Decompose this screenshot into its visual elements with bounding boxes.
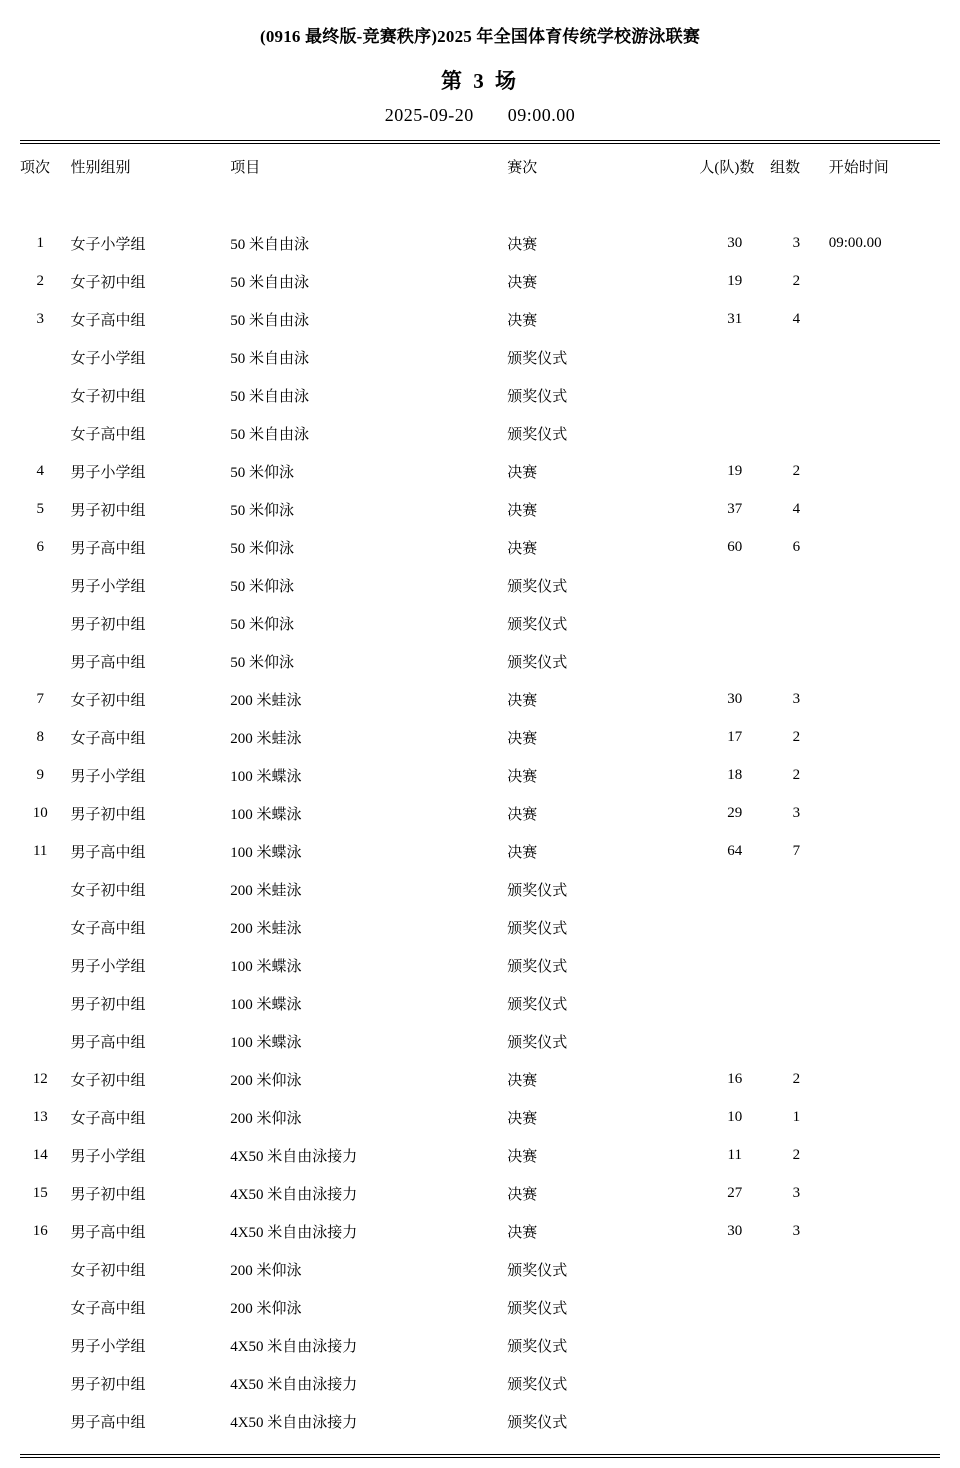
cell-event: 50 米自由泳 [230,388,309,405]
cell-count [699,566,770,604]
cell-count: 30 [727,690,743,707]
cell-start-time [823,376,940,414]
cell-start-time [823,1022,940,1060]
cell-no [20,870,60,908]
cell-heats: 4 [792,310,801,327]
cell-count [699,984,770,1022]
cell-start-time [823,300,940,338]
cell-count [699,1288,770,1326]
cell-count: 19 [727,272,743,289]
table-row [20,870,940,908]
cell-start-time [823,832,940,870]
cell-event: 100 米蝶泳 [230,996,302,1013]
cell-no: 16 [32,1222,48,1239]
cell-event: 100 米蝶泳 [230,806,302,823]
table-row [20,946,940,984]
cell-no: 10 [32,804,48,821]
header-round: 赛次 [507,160,538,176]
cell-event: 100 米蝶泳 [230,768,302,785]
cell-start-time [823,908,940,946]
cell-heats [770,946,823,984]
cell-group: 女子初中组 [70,692,146,709]
cell-heats: 2 [792,728,801,745]
cell-round: 决赛 [507,806,538,823]
cell-event: 50 米自由泳 [230,312,309,329]
cell-count: 11 [727,1146,742,1163]
cell-heats [770,1402,823,1440]
cell-start-time [823,1402,940,1440]
cell-group: 女子高中组 [70,1110,146,1127]
cell-round: 颁奖仪式 [507,920,568,937]
cell-event: 4X50 米自由泳接力 [230,1414,358,1431]
table-row [20,1402,940,1440]
document-title: (0916 最终版-竞赛秩序)2025 年全国体育传统学校游泳联赛 [259,27,701,46]
table-row [20,1174,940,1212]
cell-round: 颁奖仪式 [507,1414,568,1431]
cell-count [699,604,770,642]
table-row [20,908,940,946]
cell-event: 200 米仰泳 [230,1110,302,1127]
cell-group: 女子初中组 [70,274,146,291]
header-event: 项目 [230,160,261,176]
cell-round: 决赛 [507,312,538,329]
cell-group: 男子高中组 [70,1034,146,1051]
cell-no [20,1250,60,1288]
cell-group: 男子高中组 [70,1414,146,1431]
cell-round: 决赛 [507,692,538,709]
cell-group: 男子高中组 [70,540,146,557]
cell-count: 64 [727,842,743,859]
cell-start-time [823,1364,940,1402]
cell-heats: 3 [792,690,801,707]
cell-event: 200 米蛙泳 [230,692,302,709]
session-date: 2025-09-20 [384,105,474,125]
cell-start-time [823,1098,940,1136]
cell-start-time [823,338,940,376]
table-row [20,1364,940,1402]
cell-count [699,1364,770,1402]
cell-start-time [823,794,940,832]
cell-heats [770,984,823,1022]
cell-start-time [823,680,940,718]
cell-count: 17 [727,728,743,745]
cell-start-time [823,490,940,528]
cell-no: 7 [36,690,44,707]
cell-event: 50 米仰泳 [230,616,294,633]
cell-heats [770,908,823,946]
cell-count [699,1022,770,1060]
cell-heats [770,604,823,642]
cell-event: 4X50 米自由泳接力 [230,1186,358,1203]
cell-round: 颁奖仪式 [507,1338,568,1355]
cell-group: 男子小学组 [70,464,146,481]
cell-heats: 4 [792,500,801,517]
cell-heats [770,642,823,680]
header-start-time: 开始时间 [828,160,889,176]
cell-round: 颁奖仪式 [507,1376,568,1393]
cell-event: 4X50 米自由泳接力 [230,1224,358,1241]
cell-event: 200 米蛙泳 [230,882,302,899]
cell-start-time [823,1212,940,1250]
cell-start-time [823,718,940,756]
cell-heats: 3 [792,1184,801,1201]
cell-group: 女子高中组 [70,312,146,329]
cell-group: 男子小学组 [70,578,146,595]
cell-heats [770,414,823,452]
cell-round: 颁奖仪式 [507,350,568,367]
cell-round: 颁奖仪式 [507,1034,568,1051]
cell-start-time [823,1174,940,1212]
cell-event: 50 米仰泳 [230,654,294,671]
cell-round: 颁奖仪式 [507,882,568,899]
cell-count: 19 [727,462,743,479]
table-row [20,490,940,528]
cell-no [20,566,60,604]
cell-round: 决赛 [507,768,538,785]
table-row [20,642,940,680]
cell-event: 50 米自由泳 [230,426,309,443]
cell-no: 15 [32,1184,48,1201]
header-no: 项次 [20,160,51,176]
session-time: 09:00.00 [507,105,576,125]
table-row [20,1212,940,1250]
table-row [20,756,940,794]
cell-heats: 3 [792,804,801,821]
table-row [20,1060,940,1098]
cell-no: 14 [32,1146,48,1163]
cell-event: 50 米仰泳 [230,502,294,519]
cell-no: 12 [32,1070,48,1087]
cell-event: 200 米蛙泳 [230,730,302,747]
cell-no: 6 [36,538,44,555]
cell-start-time [823,452,940,490]
session-title: 第 3 场 [441,69,519,93]
cell-group: 男子初中组 [70,1186,146,1203]
cell-round: 决赛 [507,464,538,481]
cell-group: 男子小学组 [70,768,146,785]
schedule-table-head [20,144,940,189]
cell-no: 8 [36,728,44,745]
cell-event: 50 米仰泳 [230,464,294,481]
cell-group: 女子初中组 [70,882,146,899]
cell-count: 37 [727,500,743,517]
cell-count [699,376,770,414]
cell-count [699,1250,770,1288]
cell-no [20,604,60,642]
cell-event: 100 米蝶泳 [230,1034,302,1051]
cell-count: 30 [727,1222,743,1239]
table-row [20,794,940,832]
table-row [20,984,940,1022]
cell-heats: 2 [792,1146,801,1163]
cell-no: 11 [32,842,48,859]
cell-heats: 2 [792,766,801,783]
cell-event: 100 米蝶泳 [230,958,302,975]
cell-group: 女子初中组 [70,1262,146,1279]
cell-no: 13 [32,1108,48,1125]
cell-heats [770,1250,823,1288]
cell-group: 女子初中组 [70,388,146,405]
cell-count: 31 [727,310,743,327]
cell-event: 200 米蛙泳 [230,920,302,937]
cell-round: 颁奖仪式 [507,654,568,671]
cell-start-time [823,1326,940,1364]
cell-no [20,1364,60,1402]
cell-count: 30 [727,234,743,251]
cell-count: 10 [727,1108,743,1125]
cell-start-time [823,756,940,794]
table-row [20,1250,940,1288]
cell-count [699,946,770,984]
cell-count [699,1326,770,1364]
cell-start-time [823,1250,940,1288]
cell-count [699,642,770,680]
cell-event: 50 米仰泳 [230,578,294,595]
cell-round: 决赛 [507,730,538,747]
cell-group: 男子初中组 [70,996,146,1013]
cell-start-time [823,604,940,642]
cell-heats [770,338,823,376]
cell-heats [770,1326,823,1364]
cell-count: 60 [727,538,743,555]
cell-count [699,414,770,452]
cell-group: 男子小学组 [70,1148,146,1165]
cell-no: 2 [36,272,44,289]
cell-event: 100 米蝶泳 [230,844,302,861]
table-row [20,1022,940,1060]
table-row [20,224,940,262]
cell-heats [770,566,823,604]
cell-no [20,414,60,452]
cell-no: 4 [36,462,44,479]
cell-no [20,1402,60,1440]
cell-group: 女子高中组 [70,426,146,443]
cell-start-time [823,528,940,566]
cell-heats: 3 [792,1222,801,1239]
cell-start-time [823,566,940,604]
table-row [20,1326,940,1364]
cell-heats [770,870,823,908]
table-row [20,1288,940,1326]
cell-start-time [823,262,940,300]
cell-heats: 1 [792,1108,801,1125]
cell-no [20,376,60,414]
cell-group: 女子高中组 [70,730,146,747]
cell-no: 5 [36,500,44,517]
cell-round: 决赛 [507,844,538,861]
cell-heats: 7 [792,842,801,859]
cell-event: 50 米自由泳 [230,274,309,291]
cell-round: 决赛 [507,1148,538,1165]
cell-group: 女子小学组 [70,236,146,253]
cell-round: 决赛 [507,502,538,519]
cell-event: 50 米自由泳 [230,350,309,367]
cell-group: 男子高中组 [70,844,146,861]
cell-heats: 3 [792,234,801,251]
cell-start-time [823,1060,940,1098]
table-row [20,376,940,414]
cell-event: 200 米仰泳 [230,1300,302,1317]
cell-round: 决赛 [507,540,538,557]
table-header-row [20,144,940,189]
cell-start-time [823,414,940,452]
cell-round: 决赛 [507,1110,538,1127]
cell-round: 决赛 [507,1072,538,1089]
header-group: 性别组别 [70,160,131,176]
cell-count: 16 [727,1070,743,1087]
cell-heats [770,1022,823,1060]
cell-no: 3 [36,310,44,327]
table-row [20,1098,940,1136]
cell-round: 颁奖仪式 [507,388,568,405]
table-row [20,604,940,642]
cell-group: 女子高中组 [70,1300,146,1317]
table-row [20,300,940,338]
cell-count [699,870,770,908]
cell-heats: 2 [792,272,801,289]
cell-no [20,338,60,376]
cell-start-time [823,642,940,680]
cell-round: 决赛 [507,1224,538,1241]
cell-group: 女子初中组 [70,1072,146,1089]
table-row [20,528,940,566]
cell-event: 200 米仰泳 [230,1072,302,1089]
table-row [20,680,940,718]
cell-group: 男子高中组 [70,654,146,671]
cell-round: 决赛 [507,236,538,253]
table-row [20,414,940,452]
cell-round: 颁奖仪式 [507,616,568,633]
cell-count [699,1402,770,1440]
cell-group: 男子高中组 [70,1224,146,1241]
header-count: 人(队)数 [699,160,755,176]
cell-no [20,984,60,1022]
cell-round: 颁奖仪式 [507,426,568,443]
cell-event: 50 米仰泳 [230,540,294,557]
schedule-table [20,144,940,1440]
cell-no: 1 [36,234,44,251]
cell-round: 颁奖仪式 [507,996,568,1013]
table-row [20,566,940,604]
cell-round: 颁奖仪式 [507,578,568,595]
cell-heats: 2 [792,462,801,479]
footer-divider-bottom [20,1454,940,1458]
cell-start-time [823,1136,940,1174]
cell-no [20,908,60,946]
cell-count [699,338,770,376]
cell-round: 颁奖仪式 [507,1262,568,1279]
cell-round: 颁奖仪式 [507,958,568,975]
table-row [20,338,940,376]
cell-start-time: 09:00.00 [828,234,882,251]
cell-heats: 2 [792,1070,801,1087]
cell-group: 男子小学组 [70,958,146,975]
cell-count: 27 [727,1184,743,1201]
table-row [20,718,940,756]
cell-round: 决赛 [507,274,538,291]
cell-event: 4X50 米自由泳接力 [230,1376,358,1393]
table-row [20,262,940,300]
cell-group: 男子小学组 [70,1338,146,1355]
cell-group: 女子小学组 [70,350,146,367]
table-row [20,1136,940,1174]
cell-count: 18 [727,766,743,783]
cell-group: 男子初中组 [70,1376,146,1393]
cell-heats [770,1364,823,1402]
cell-start-time [823,946,940,984]
table-row [20,452,940,490]
cell-no [20,1288,60,1326]
cell-group: 女子高中组 [70,920,146,937]
cell-no [20,642,60,680]
cell-event: 200 米仰泳 [230,1262,302,1279]
session-datetime [20,105,940,126]
cell-heats [770,376,823,414]
cell-no [20,1326,60,1364]
cell-start-time [823,984,940,1022]
cell-heats [770,1288,823,1326]
cell-count [699,908,770,946]
cell-group: 男子初中组 [70,502,146,519]
cell-event: 50 米自由泳 [230,236,309,253]
cell-event: 4X50 米自由泳接力 [230,1148,358,1165]
cell-no [20,946,60,984]
cell-start-time [823,870,940,908]
cell-round: 颁奖仪式 [507,1300,568,1317]
cell-start-time [823,1288,940,1326]
cell-no: 9 [36,766,44,783]
header-heats: 组数 [770,160,801,176]
cell-group: 男子初中组 [70,616,146,633]
table-row [20,832,940,870]
cell-round: 决赛 [507,1186,538,1203]
cell-no [20,1022,60,1060]
schedule-table-body [20,189,940,1440]
cell-group: 男子初中组 [70,806,146,823]
cell-heats: 6 [792,538,801,555]
cell-event: 4X50 米自由泳接力 [230,1338,358,1355]
table-spacer [20,189,940,224]
cell-count: 29 [727,804,743,821]
